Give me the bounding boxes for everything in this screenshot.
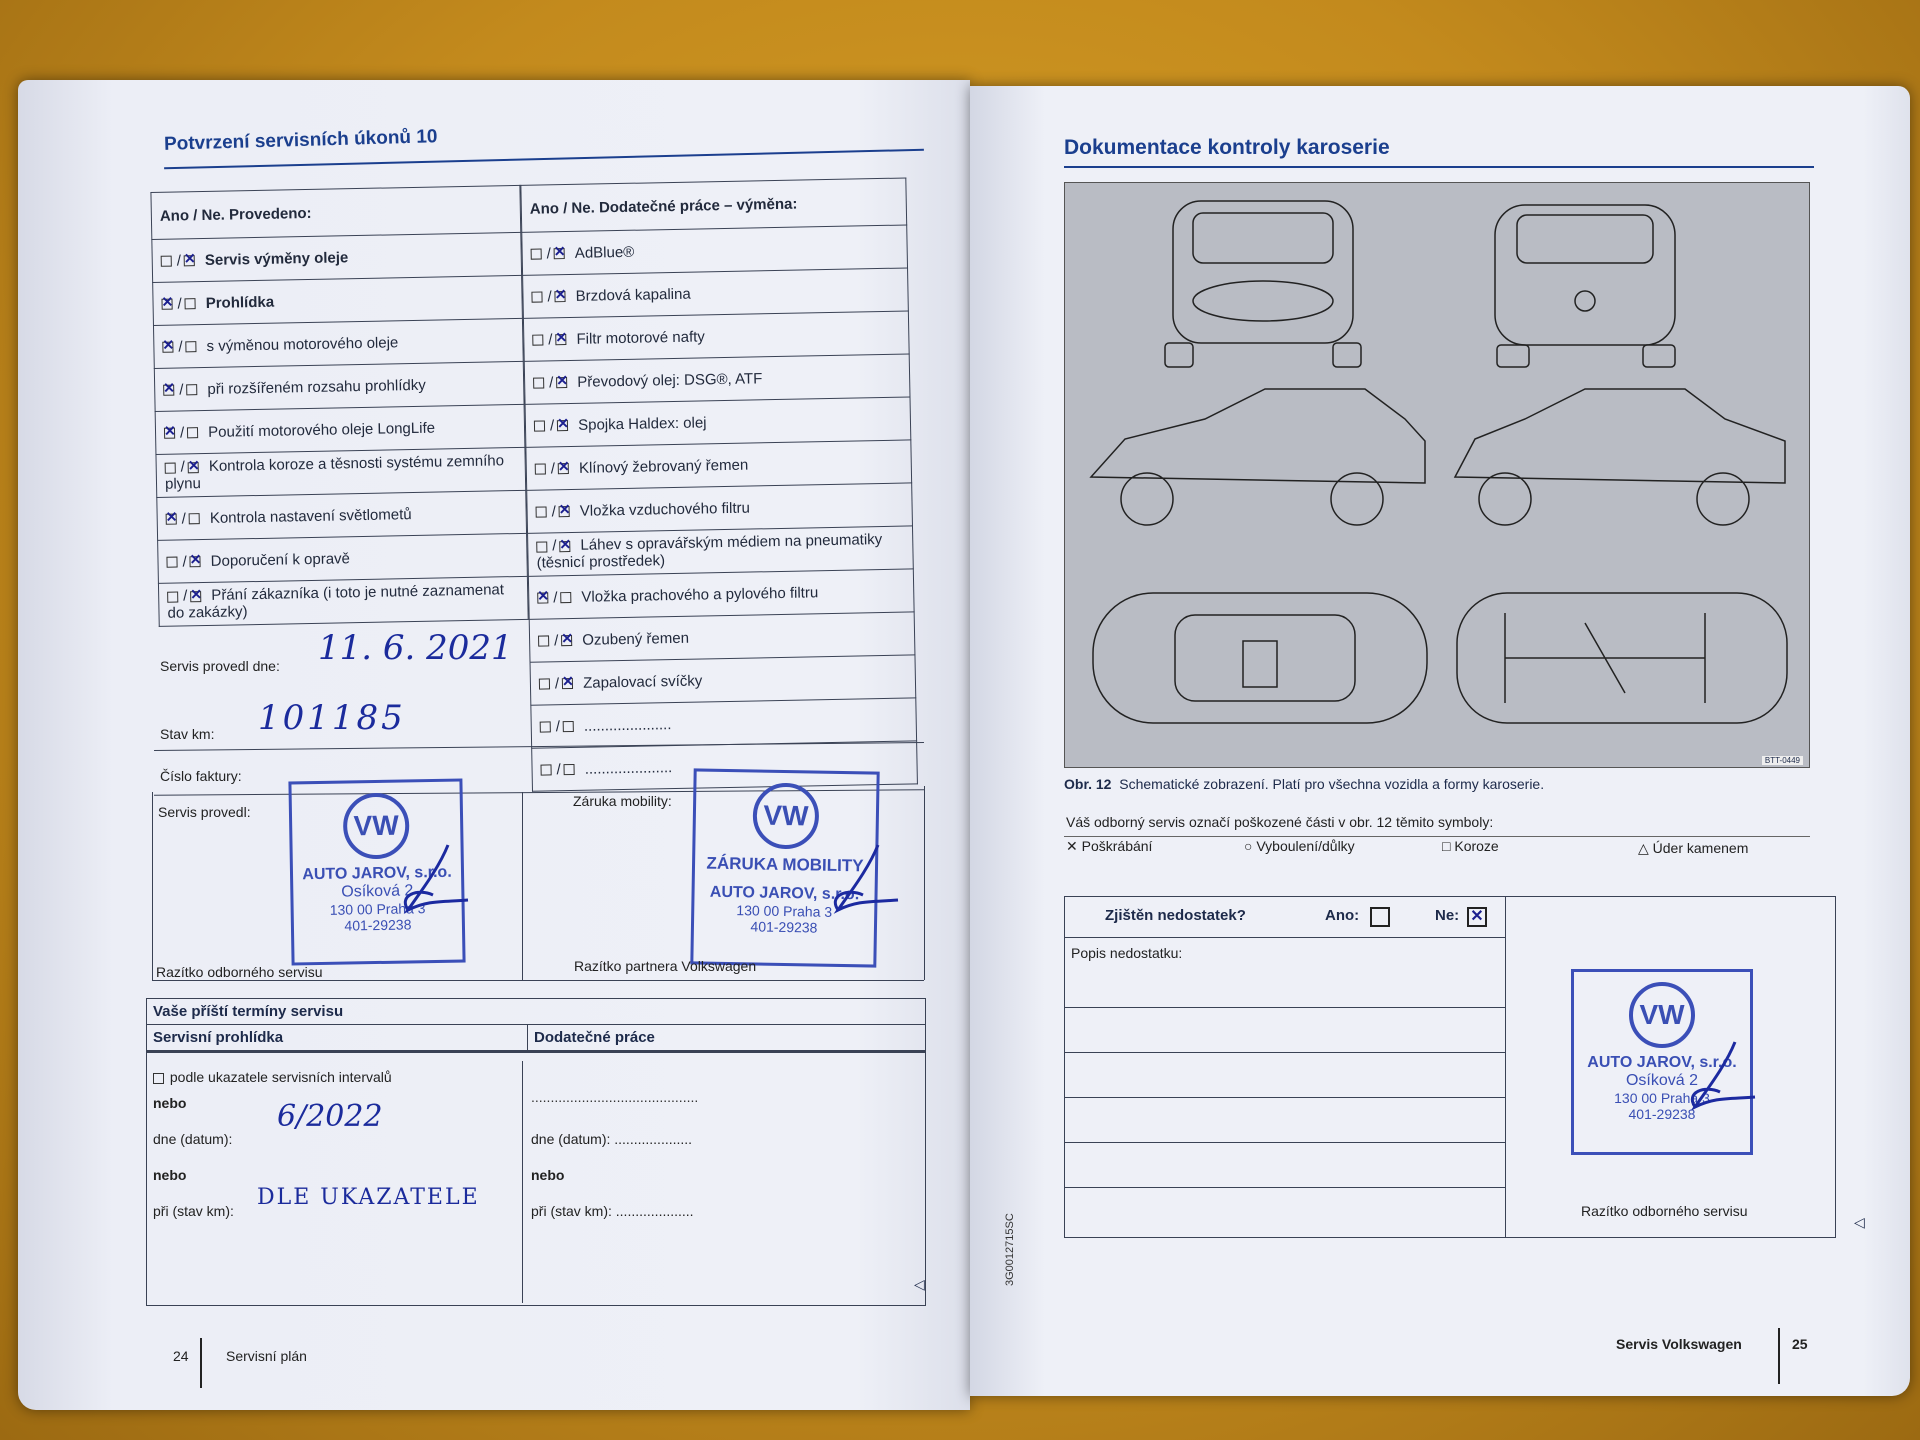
slash-separator: / bbox=[177, 294, 182, 312]
invoice-label: Číslo faktury: bbox=[160, 768, 242, 784]
slash-separator: / bbox=[179, 380, 184, 398]
yes-checkbox[interactable] bbox=[161, 299, 172, 310]
next-date-handwritten: 6/2022 bbox=[277, 1099, 383, 1134]
row-label: Zapalovací svíčky bbox=[582, 671, 703, 692]
table-row bbox=[523, 268, 909, 318]
row-label: ..................... bbox=[583, 715, 672, 735]
line bbox=[1065, 1142, 1505, 1143]
divider bbox=[522, 792, 523, 980]
performed-table bbox=[150, 185, 528, 627]
stamp-line: 130 00 Praha 3 bbox=[736, 902, 833, 920]
line bbox=[1065, 1187, 1505, 1188]
slash-separator: / bbox=[551, 502, 556, 520]
row-label: Ozubený řemen bbox=[582, 629, 690, 649]
row-label: Spojka Haldex: olej bbox=[577, 413, 707, 434]
table-cell bbox=[158, 576, 528, 626]
no-checkbox[interactable] bbox=[555, 291, 566, 302]
yes-checkbox[interactable] bbox=[531, 292, 542, 303]
symbol-scratch bbox=[1066, 838, 1152, 855]
row-label: Vložka prachového a pylového filtru bbox=[581, 583, 819, 606]
table-row bbox=[526, 440, 912, 490]
yes-checkbox[interactable] bbox=[163, 385, 174, 396]
slash-separator: / bbox=[552, 537, 557, 555]
table-cell bbox=[531, 698, 917, 748]
table-row bbox=[522, 225, 908, 275]
mobility-label: Záruka mobility: bbox=[573, 793, 672, 809]
serviced-by-label: Servis provedl: bbox=[158, 804, 251, 820]
service-date-handwritten: 11. 6. 2021 bbox=[318, 628, 513, 668]
row-label: Prohlídka bbox=[205, 293, 275, 312]
or-label: nebo bbox=[153, 1167, 187, 1183]
divider bbox=[1505, 897, 1506, 1237]
yes-checkbox[interactable] bbox=[539, 678, 550, 689]
stamp-line: AUTO JAROV, s.r.o. bbox=[302, 863, 452, 884]
slash-separator: / bbox=[180, 458, 186, 476]
stamp-caption-right: Razítko partnera Volkswagen bbox=[574, 958, 757, 974]
table-row bbox=[154, 361, 524, 411]
no-checkbox[interactable] bbox=[187, 427, 198, 438]
dotted-line: ........................................... bbox=[531, 1089, 699, 1105]
yes-checkbox[interactable] bbox=[540, 721, 551, 732]
yes-checkbox[interactable] bbox=[162, 342, 173, 353]
table-cell bbox=[526, 440, 912, 490]
no-checkbox[interactable] bbox=[557, 420, 568, 431]
yes-checkbox[interactable] bbox=[536, 506, 547, 517]
slash-separator: / bbox=[183, 587, 188, 605]
row-label: Kontrola koroze a těsnosti systému zemního plynu bbox=[164, 452, 505, 493]
table-row bbox=[155, 404, 525, 454]
table-row bbox=[153, 275, 523, 325]
stamp-caption: Razítko odborného servisu bbox=[1581, 1203, 1748, 1219]
indicator-label: podle ukazatele servisních intervalů bbox=[169, 1069, 392, 1085]
table-cell bbox=[153, 275, 523, 325]
no-checkbox[interactable] bbox=[563, 721, 574, 732]
row-label: s výměnou motorového oleje bbox=[206, 333, 399, 355]
row-label: při rozšířeném rozsahu prohlídky bbox=[207, 376, 426, 398]
stamp-line: 401-29238 bbox=[1628, 1106, 1696, 1122]
yes-checkbox[interactable] bbox=[533, 378, 544, 389]
vw-logo-icon: VW bbox=[1629, 982, 1695, 1048]
or-label: nebo bbox=[153, 1095, 187, 1111]
slash-separator: / bbox=[546, 244, 552, 262]
divider bbox=[152, 980, 924, 981]
row-label: Doporučení k opravě bbox=[210, 549, 351, 570]
arrow-icon: ◁ bbox=[914, 1276, 925, 1292]
footer-text: Servisní plán bbox=[226, 1348, 307, 1364]
page-title: Potvrzení servisních úkonů 10 bbox=[163, 126, 438, 155]
km-handwritten: 101185 bbox=[258, 698, 406, 738]
km-label: při (stav km): bbox=[153, 1203, 234, 1219]
line bbox=[1065, 1097, 1505, 1098]
table-row bbox=[530, 655, 916, 705]
no-checkbox-checked[interactable]: ✕ bbox=[1467, 907, 1487, 927]
stamp-line: AUTO JAROV, s.r.o. bbox=[1587, 1054, 1737, 1071]
no-checkbox[interactable] bbox=[559, 541, 570, 552]
table-cell bbox=[155, 404, 525, 454]
next-col2-header: Dodatečné práce bbox=[534, 1029, 655, 1046]
divider bbox=[200, 1338, 202, 1388]
right-page bbox=[970, 86, 1910, 1396]
row-label: Filtr motorové nafty bbox=[576, 327, 706, 348]
stamp-line: AUTO JAROV, s.r.o. bbox=[709, 883, 860, 904]
yes-checkbox[interactable] bbox=[534, 420, 545, 431]
table-cell bbox=[156, 447, 526, 497]
symbol-label: Vyboulení/důlky bbox=[1256, 838, 1355, 854]
yes-checkbox[interactable] bbox=[536, 541, 547, 552]
slash-separator: / bbox=[548, 373, 554, 391]
stamp-line: 401-29238 bbox=[344, 916, 412, 934]
table-cell bbox=[530, 655, 916, 705]
no-checkbox[interactable] bbox=[185, 341, 196, 352]
slash-separator: / bbox=[556, 760, 561, 778]
table-row bbox=[153, 318, 523, 368]
row-label: AdBlue® bbox=[574, 243, 635, 262]
next-service-box bbox=[146, 998, 926, 1306]
table-row bbox=[525, 397, 911, 447]
yes-checkbox[interactable] bbox=[164, 428, 175, 439]
table-cell bbox=[152, 232, 522, 282]
table-row bbox=[529, 612, 915, 662]
cross-icon: ✕ bbox=[1066, 838, 1082, 854]
vw-logo-icon: VW bbox=[343, 792, 410, 859]
defect-question: Zjištěn nedostatek? bbox=[1105, 907, 1246, 924]
symbol-stone bbox=[1638, 840, 1748, 857]
table-cell bbox=[522, 225, 908, 275]
row-label: Přání zákazníka (i toto je nutné zaznamenat do zakázky) bbox=[167, 581, 505, 622]
slash-separator: / bbox=[553, 588, 558, 606]
table-cell bbox=[157, 490, 527, 540]
table-cell bbox=[525, 397, 911, 447]
slash-separator: / bbox=[549, 416, 555, 434]
no-checkbox[interactable] bbox=[189, 513, 200, 524]
yes-checkbox[interactable] bbox=[538, 635, 549, 646]
row-label: Použití motorového oleje LongLife bbox=[208, 419, 436, 441]
table-row bbox=[528, 526, 914, 576]
stamp-line: Osíková 2 bbox=[341, 882, 414, 901]
row-label: Klínový žebrovaný řemen bbox=[578, 456, 749, 477]
next-service-title: Vaše příští termíny servisu bbox=[147, 999, 925, 1025]
divider bbox=[152, 792, 153, 980]
figure-caption-text: Schematické zobrazení. Platí pro všechna vozidla a formy karoserie. bbox=[1119, 776, 1545, 792]
stamp-line: 130 00 Praha 3 bbox=[329, 900, 426, 918]
no-checkbox[interactable] bbox=[560, 592, 571, 603]
line bbox=[1065, 1007, 1505, 1008]
table-row bbox=[531, 698, 917, 748]
table-cell bbox=[528, 526, 914, 576]
table-row bbox=[157, 490, 527, 540]
table-cell bbox=[527, 483, 913, 533]
slash-separator: / bbox=[181, 509, 187, 527]
no-checkbox[interactable] bbox=[556, 377, 567, 388]
yes-checkbox[interactable] bbox=[161, 256, 172, 267]
slash-separator: / bbox=[554, 674, 560, 692]
triangle-icon: △ bbox=[1638, 840, 1653, 856]
no-checkbox[interactable] bbox=[561, 635, 572, 646]
slash-separator: / bbox=[547, 287, 552, 305]
slash-separator: / bbox=[178, 337, 183, 355]
divider bbox=[522, 1061, 523, 1303]
desc-label: Popis nedostatku: bbox=[1071, 945, 1183, 961]
table-row bbox=[527, 483, 913, 533]
next-km-handwritten: DLE UKAZATELE bbox=[257, 1185, 480, 1210]
row-label: Kontrola nastavení světlometů bbox=[209, 505, 412, 527]
divider bbox=[1064, 836, 1810, 837]
table-cell bbox=[153, 318, 523, 368]
no-checkbox[interactable] bbox=[562, 678, 573, 689]
yes-checkbox[interactable] bbox=[165, 462, 176, 473]
stamp-line: 401-29238 bbox=[750, 918, 818, 936]
no-checkbox[interactable] bbox=[190, 591, 201, 602]
table-row bbox=[156, 447, 526, 497]
yes-checkbox[interactable] bbox=[537, 592, 548, 603]
symbols-intro: Váš odborný servis označí poškozené části v obr. 12 těmito symboly: bbox=[1066, 814, 1494, 830]
table-row bbox=[152, 232, 522, 282]
yes-checkbox[interactable] bbox=[531, 249, 542, 260]
footer-text: Servis Volkswagen bbox=[1616, 1336, 1742, 1352]
symbol-corrosion bbox=[1442, 838, 1499, 854]
left-page bbox=[18, 80, 970, 1410]
col1-header: Ano / Ne. Provedeno: bbox=[151, 185, 521, 239]
or-label: nebo bbox=[531, 1167, 565, 1183]
indicator-checkbox[interactable] bbox=[153, 1073, 164, 1084]
table-row bbox=[528, 569, 914, 619]
table-row bbox=[524, 354, 910, 404]
circle-icon: ○ bbox=[1244, 838, 1257, 854]
signature-icon bbox=[818, 840, 908, 920]
yes-checkbox[interactable] bbox=[167, 591, 178, 602]
slash-separator: / bbox=[182, 552, 187, 570]
no-checkbox[interactable] bbox=[559, 506, 570, 517]
slash-separator: / bbox=[176, 251, 182, 270]
row-label: Brzdová kapalina bbox=[575, 285, 691, 305]
no-checkbox[interactable] bbox=[554, 248, 565, 259]
row-label: Láhev s opravářským médiem na pneumatiky (těsnicí prostředek) bbox=[536, 531, 883, 572]
table-cell bbox=[524, 354, 910, 404]
no-checkbox[interactable] bbox=[184, 255, 195, 266]
yes-label: Ano: bbox=[1325, 907, 1360, 924]
no-checkbox[interactable] bbox=[558, 463, 569, 474]
no-checkbox[interactable] bbox=[186, 384, 197, 395]
title-rule bbox=[1064, 166, 1814, 168]
yes-checkbox[interactable] bbox=[1370, 907, 1390, 927]
yes-checkbox[interactable] bbox=[532, 335, 543, 346]
line bbox=[1065, 1052, 1505, 1053]
stamp-line: Osíková 2 bbox=[1625, 1072, 1699, 1089]
signature-icon bbox=[1675, 1037, 1765, 1117]
table-cell bbox=[158, 533, 528, 583]
indicator-option bbox=[153, 1069, 392, 1085]
symbol-label: Koroze bbox=[1454, 838, 1499, 854]
table-cell bbox=[528, 569, 914, 619]
row-label: ..................... bbox=[584, 758, 673, 778]
col2-header: Ano / Ne. Dodatečné práce – výměna: bbox=[521, 178, 907, 232]
service-date-label: Servis provedl dne: bbox=[160, 658, 280, 674]
table-cell bbox=[523, 268, 909, 318]
figure-code: BTT-0449 bbox=[1762, 756, 1803, 765]
no-checkbox[interactable] bbox=[190, 556, 201, 567]
symbol-label: Úder kamenem bbox=[1652, 840, 1749, 856]
slash-separator: / bbox=[179, 423, 185, 441]
divider bbox=[924, 786, 925, 980]
page-title: Dokumentace kontroly karoserie bbox=[1064, 136, 1390, 159]
no-checkbox[interactable] bbox=[564, 764, 575, 775]
km-label: Stav km: bbox=[160, 726, 215, 742]
no-label: Ne: bbox=[1435, 907, 1460, 924]
slash-separator: / bbox=[553, 631, 559, 649]
km-label-2: při (stav km): .................... bbox=[531, 1203, 694, 1219]
slash-separator: / bbox=[555, 717, 561, 735]
table-cell bbox=[154, 361, 524, 411]
yes-checkbox[interactable] bbox=[166, 557, 177, 568]
table-cell bbox=[529, 612, 915, 662]
no-checkbox[interactable] bbox=[555, 334, 566, 345]
car-outline-icon bbox=[1065, 183, 1809, 767]
yes-checkbox[interactable] bbox=[540, 764, 551, 775]
table-cell bbox=[523, 311, 909, 361]
page-number: 25 bbox=[1792, 1336, 1808, 1352]
stamp-caption-left: Razítko odborného servisu bbox=[156, 964, 323, 980]
symbol-label: Poškrábání bbox=[1081, 838, 1153, 854]
page-number: 24 bbox=[173, 1348, 189, 1364]
yes-checkbox[interactable] bbox=[535, 463, 546, 474]
figure-label: Obr. 12 bbox=[1064, 776, 1112, 792]
no-checkbox[interactable] bbox=[188, 462, 199, 473]
yes-checkbox[interactable] bbox=[166, 514, 177, 525]
date-label-2: dne (datum): .................... bbox=[531, 1131, 693, 1147]
figure-caption bbox=[1064, 776, 1544, 792]
square-icon: □ bbox=[1442, 838, 1455, 854]
defect-box bbox=[1064, 896, 1836, 1238]
symbol-dent bbox=[1244, 838, 1355, 854]
arrow-icon: ◁ bbox=[1854, 1214, 1865, 1230]
row-label: Převodový olej: DSG®, ATF bbox=[577, 369, 763, 391]
slash-separator: / bbox=[550, 459, 556, 477]
slash-separator: / bbox=[548, 330, 553, 348]
date-label: dne (datum): bbox=[153, 1131, 233, 1147]
next-col1-header: Servisní prohlídka bbox=[147, 1025, 528, 1050]
side-code: 3G0012715SC bbox=[1004, 1213, 1016, 1286]
stamp-line: 130 00 Praha 3 bbox=[1614, 1090, 1710, 1106]
no-checkbox[interactable] bbox=[185, 298, 196, 309]
table-row bbox=[523, 311, 909, 361]
row-label: Servis výměny oleje bbox=[204, 248, 349, 269]
stamp-title: ZÁRUKA MOBILITY bbox=[706, 853, 864, 876]
table-row bbox=[158, 576, 528, 626]
signature-icon bbox=[388, 840, 478, 920]
car-diagram bbox=[1064, 182, 1810, 768]
vw-logo-icon: VW bbox=[752, 782, 819, 849]
additional-table bbox=[520, 177, 918, 791]
table-row bbox=[158, 533, 528, 583]
divider bbox=[1778, 1328, 1780, 1384]
row-label: Vložka vzduchového filtru bbox=[579, 499, 751, 520]
